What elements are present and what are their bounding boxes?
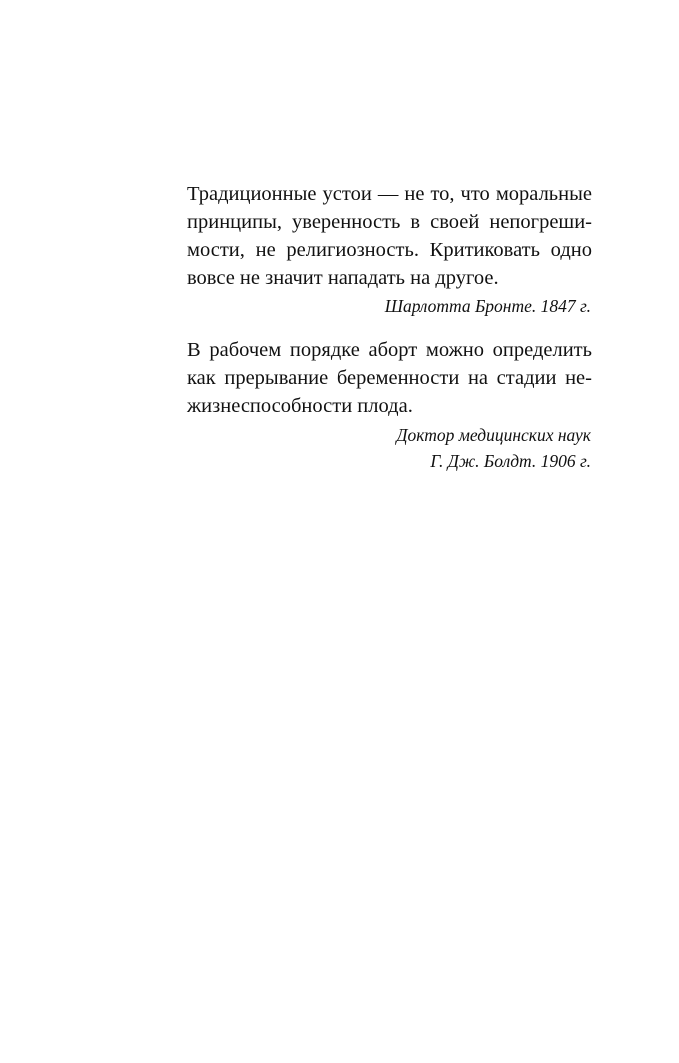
quote-line: жизнеспособности плода. [187, 395, 413, 417]
quote-line: как прерывание беременности на стадии не- [187, 367, 592, 389]
quote-line: мости, не религиозность. Критиковать одно [187, 239, 592, 261]
quote-line: вовсе не значит нападать на другое. [187, 267, 499, 289]
quote-line: принципы, уверенность в своей непогреши- [187, 211, 592, 233]
epigraph-bronte [187, 180, 592, 319]
attribution-line: Доктор медицинских наук [396, 425, 591, 445]
attribution-line: Г. Дж. Болдт. 1906 г. [430, 451, 591, 471]
epigraph-boldt [187, 336, 592, 474]
epigraph-quote [187, 180, 592, 292]
quote-line: В рабочем порядке аборт можно определить [187, 339, 592, 361]
attribution-line: Шарлотта Бронте. 1847 г. [384, 296, 591, 316]
quote-line: Традиционные устои — не то, что моральные [187, 183, 592, 205]
epigraph-attribution [187, 293, 592, 319]
epigraph-quote [187, 336, 592, 420]
epigraph-attribution [187, 422, 592, 474]
